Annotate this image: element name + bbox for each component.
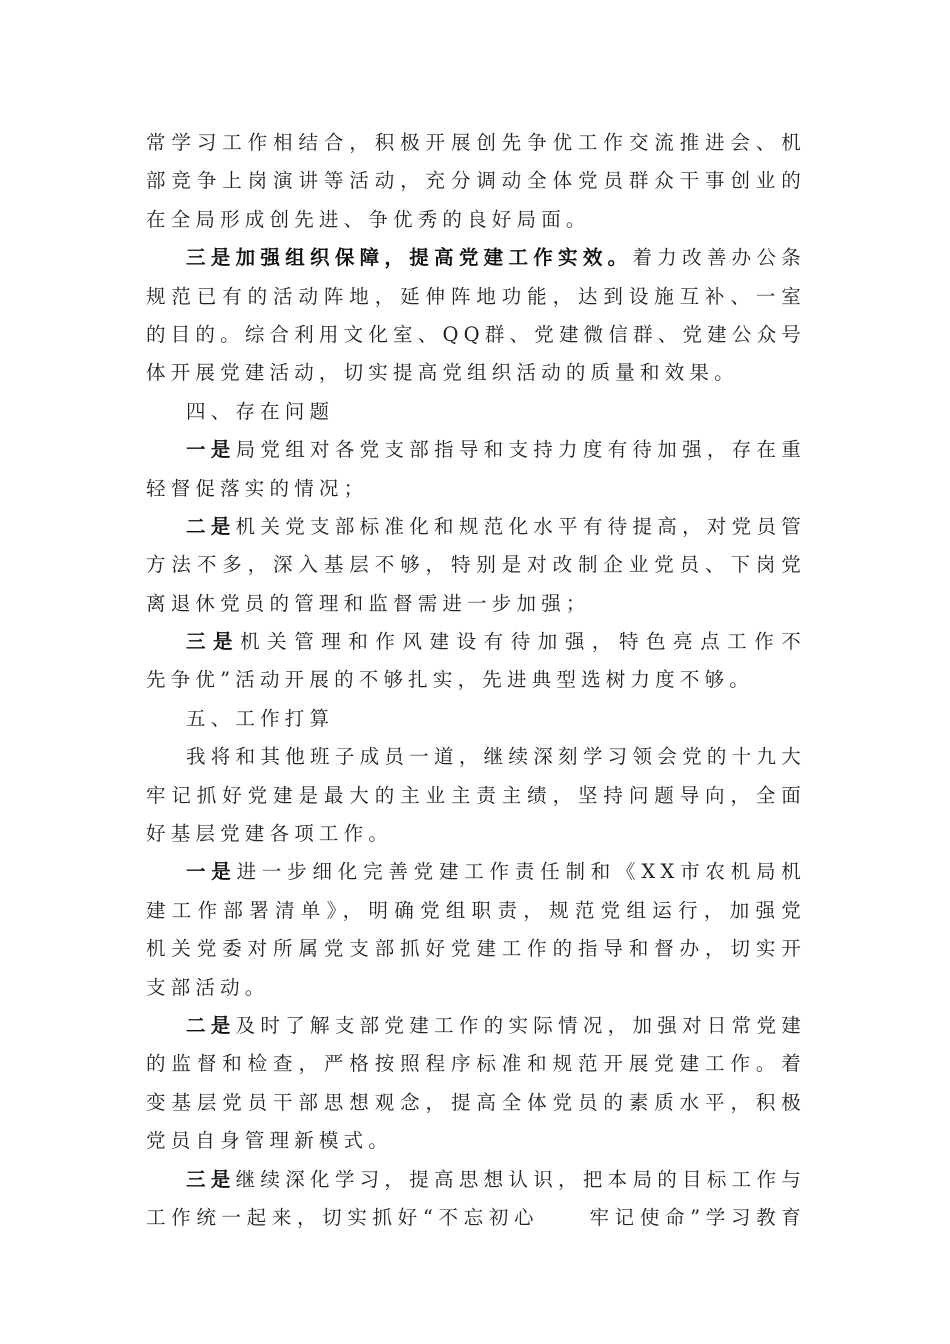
text-line <box>146 393 806 431</box>
bold-lead: 二是 <box>186 1013 236 1037</box>
bold-lead: 三是 <box>186 630 241 654</box>
bold-lead: 二是 <box>186 514 236 538</box>
text-line <box>146 124 806 162</box>
line-text: 好基层党建各项工作。 <box>146 822 394 846</box>
text-line <box>146 1161 806 1199</box>
text-line <box>146 738 806 776</box>
text-line <box>146 508 806 546</box>
line-text: 变基层党员干部思想观念，提高全体党员的素质水平，积极 <box>146 1090 806 1114</box>
text-line <box>146 623 806 661</box>
line-text: 离退休党员的管理和监督需进一步加强； <box>146 591 591 615</box>
text-line <box>146 777 806 815</box>
text-line <box>146 930 806 968</box>
line-text: 方法不多，深入基层不够，特别是对改制企业党员、下岗党 <box>146 553 806 577</box>
line-text: 五、工作打算 <box>186 706 335 730</box>
text-line <box>146 1084 806 1122</box>
text-line <box>146 1045 806 1083</box>
line-text: 机关党支部标准化和规范化水平有待提高，对党员管 <box>235 514 806 538</box>
text-line <box>146 661 806 699</box>
line-text: 机关党委对所属党支部抓好党建工作的指导和督办，切实开 <box>146 937 806 961</box>
line-text: 牢记抓好党建是最大的主业主责主绩，坚持问题导向，全面 <box>146 783 806 807</box>
line-text: 先争优”活动开展的不够扎实，先进典型选树力度不够。 <box>146 668 754 692</box>
text-line <box>146 354 806 392</box>
text-line <box>146 892 806 930</box>
text-line <box>146 969 806 1007</box>
line-text: 规范已有的活动阵地，延伸阵地功能，达到设施互补、一室 <box>146 284 806 308</box>
text-line <box>146 853 806 891</box>
line-text: 建工作部署清单》，明确党组职责，规范党组运行，加强党 <box>146 898 806 922</box>
document-body <box>146 124 806 1237</box>
line-text: 继续深化学习，提高思想认识，把本局的目标工作与 <box>235 1167 806 1191</box>
text-line <box>146 700 806 738</box>
text-line <box>146 1199 806 1237</box>
line-text: 进一步细化完善党建工作责任制和《XX市农机局机 <box>236 860 806 884</box>
text-line <box>146 815 806 853</box>
text-line <box>146 470 806 508</box>
text-line <box>146 316 806 354</box>
line-text: 党员自身管理新模式。 <box>146 1129 394 1153</box>
line-text: 部竞争上岗演讲等活动，充分调动全体党员群众干事创业的 <box>146 169 806 193</box>
line-text: 轻督促落实的情况； <box>146 476 369 500</box>
text-line <box>146 278 806 316</box>
line-text: 在全局形成创先进、争优秀的良好局面。 <box>146 207 591 231</box>
text-line <box>146 201 806 239</box>
text-line <box>146 162 806 200</box>
text-line <box>146 239 806 277</box>
line-text: 的监督和检查，严格按照程序标准和规范开展党建工作。着 <box>146 1052 806 1076</box>
line-text: 工作统一起来，切实抓好“不忘初心 牢记使命”学习教育 <box>146 1205 806 1229</box>
line-text: 着力改善办公条 <box>632 246 806 270</box>
bold-lead: 三是 <box>186 1167 236 1191</box>
bold-lead: 一是 <box>186 860 237 884</box>
line-text: 我将和其他班子成员一道，继续深刻学习领会党的十九大 <box>186 745 806 769</box>
text-line <box>146 546 806 584</box>
line-text: 常学习工作相结合，积极开展创先争优工作交流推进会、机 <box>146 131 806 154</box>
text-line <box>146 585 806 623</box>
line-text: 及时了解支部党建工作的实际情况，加强对日常党建 <box>235 1013 806 1037</box>
line-text: 四、存在问题 <box>186 399 335 423</box>
text-line <box>146 1007 806 1045</box>
line-text: 支部活动。 <box>146 975 270 999</box>
bold-lead: 三是加强组织保障，提高党建工作实效。 <box>186 246 633 270</box>
bold-lead: 一是 <box>186 438 236 462</box>
line-text: 体开展党建活动，切实提高党组织活动的质量和效果。 <box>146 361 739 385</box>
text-line <box>146 431 806 469</box>
line-text: 的目的。综合利用文化室、QQ群、党建微信群、党建公众号 <box>146 322 806 346</box>
text-line <box>146 1122 806 1160</box>
line-text: 机关管理和作风建设有待加强，特色亮点工作不 <box>240 630 806 654</box>
line-text: 局党组对各党支部指导和支持力度有待加强，存在重 <box>235 438 806 462</box>
